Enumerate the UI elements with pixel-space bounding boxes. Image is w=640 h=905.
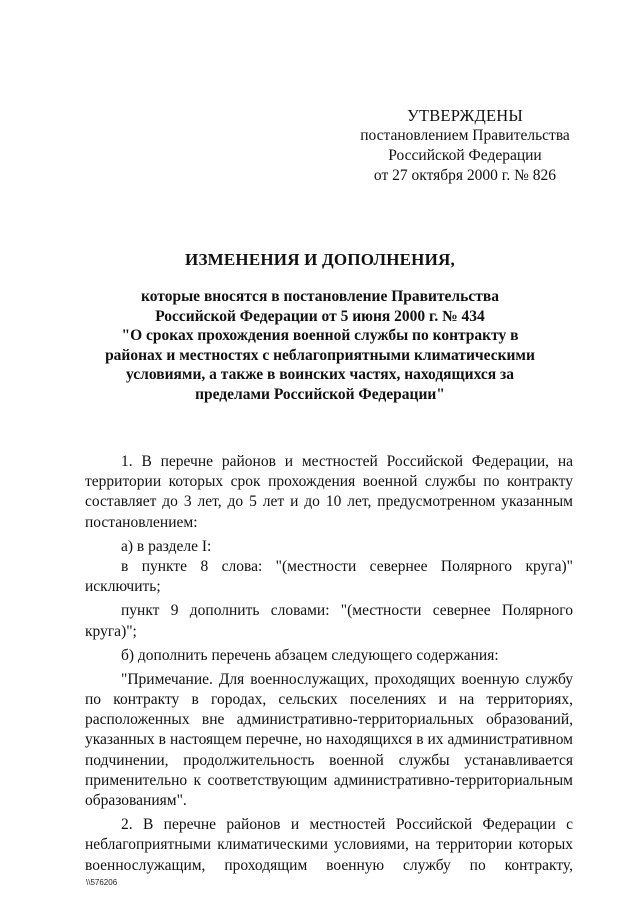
approval-line: постановлением Правительства bbox=[360, 127, 570, 144]
body-line: б) дополнить перечень абзацем следующего содержания: bbox=[121, 646, 499, 664]
body-line: применительно к соответствующим административно-территориальным bbox=[85, 771, 573, 789]
subtitle-line: Российской Федерации от 5 июня 2000 г. № 434 bbox=[155, 307, 485, 325]
body-line: 2. В перечне районов и местностей Российской Федерации с bbox=[121, 816, 573, 834]
body-line: расположенных вне административно-территориальных образований, bbox=[85, 711, 573, 729]
body-line: по контракту в городах, сельских поселениях и на территориях, bbox=[85, 691, 573, 709]
body-line: исключить; bbox=[85, 578, 161, 596]
approval-line: от 27 октября 2000 г. № 826 bbox=[373, 167, 557, 184]
body-line: а) в разделе I: bbox=[121, 537, 212, 555]
body-line: военнослужащим, проходящим военную службу по контракту, bbox=[85, 856, 573, 874]
body-line: территории которых срок прохождения военной службы по контракту bbox=[85, 473, 573, 491]
approval-heading: УТВЕРЖДЕНЫ bbox=[407, 106, 523, 125]
subtitle-line: "О сроках прохождения военной службы по контракту в bbox=[121, 327, 519, 344]
body-line: образованиям". bbox=[85, 792, 187, 809]
subtitle-line: условиями, а также в воинских частях, находящихся за bbox=[126, 366, 514, 383]
document-subtitle bbox=[80, 287, 560, 404]
body-line: 1. В перечне районов и местностей Российской Федерации, на bbox=[121, 453, 573, 470]
body-line: в пункте 8 слова: "(местности севернее Полярного круга)" bbox=[121, 557, 573, 575]
approval-line: Российской Федерации bbox=[388, 147, 542, 164]
subtitle-line: районах и местностях с неблагоприятными климатическими bbox=[105, 346, 535, 364]
body-line: неблагоприятными климатическими условиями, на территории которых bbox=[85, 836, 573, 854]
subtitle-line: которые вносятся в постановление Правительства bbox=[141, 288, 499, 305]
approval-block bbox=[300, 106, 630, 186]
body-line: подчинении, продолжительность военной службы устанавливается bbox=[85, 751, 573, 769]
document-body bbox=[85, 452, 573, 876]
body-line: круга)"; bbox=[85, 622, 137, 640]
body-line: "Примечание. Для военнослужащих, проходящих военную службу bbox=[121, 670, 573, 688]
document-title: ИЗМЕНЕНИЯ И ДОПОЛНЕНИЯ, bbox=[185, 250, 455, 269]
body-line: постановлением: bbox=[85, 513, 198, 531]
body-line: пункт 9 дополнить словами: "(местности севернее Полярного bbox=[121, 602, 573, 620]
body-line: указанных в настоящем перечне, но находящихся в их административном bbox=[85, 731, 573, 749]
body-line: составляет до 3 лет, до 5 лет и до 10 лет, предусмотренном указанным bbox=[85, 493, 573, 511]
document-code: \\576206 bbox=[86, 878, 118, 887]
subtitle-line: пределами Российской Федерации" bbox=[195, 385, 445, 403]
